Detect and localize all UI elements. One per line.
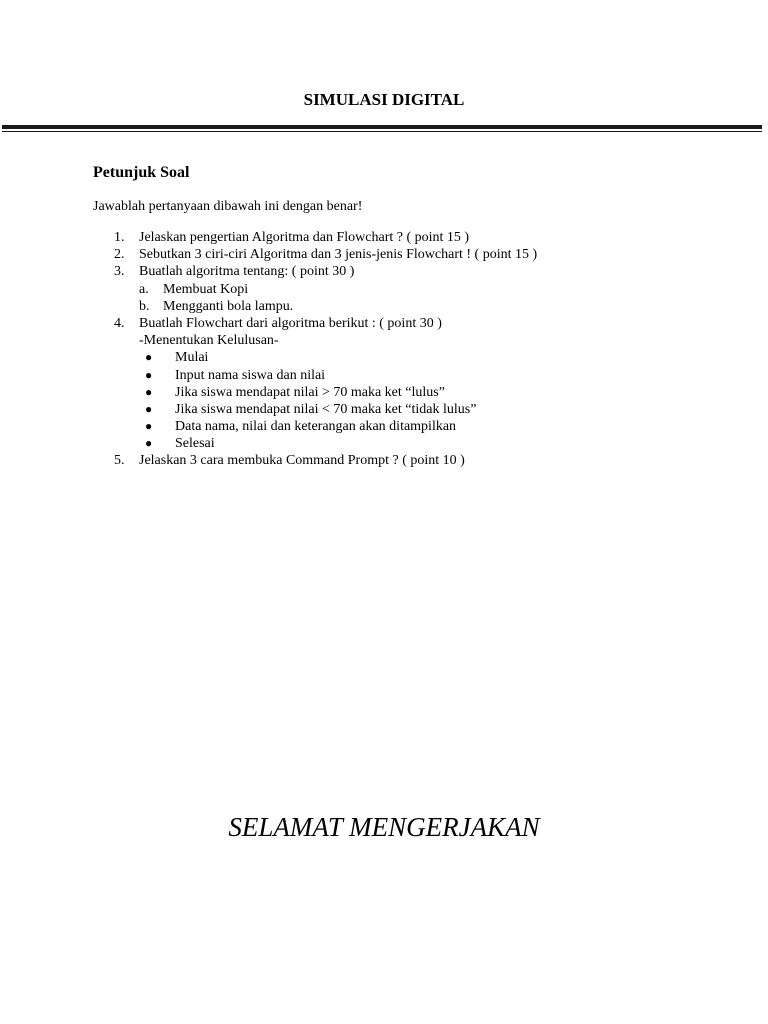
sub-item bbox=[93, 298, 713, 315]
title-divider-thin bbox=[2, 131, 762, 132]
bullet-icon: ● bbox=[145, 436, 153, 451]
bullet-item bbox=[93, 349, 713, 366]
closing-message: SELAMAT MENGERJAKAN bbox=[228, 812, 540, 842]
question-item-1 bbox=[93, 229, 713, 246]
document-title: SIMULASI DIGITAL bbox=[303, 90, 465, 109]
question-number: 1. bbox=[114, 230, 125, 245]
question-list bbox=[93, 229, 713, 470]
question-number: 5. bbox=[114, 453, 125, 469]
question-text: Jelaskan pengertian Algoritma dan Flowchart ? ( point 15 ) bbox=[139, 230, 470, 245]
question-number: 3. bbox=[114, 264, 125, 280]
bullet-item bbox=[93, 435, 713, 452]
sub-item-text: Mengganti bola lampu. bbox=[163, 298, 294, 314]
bullet-icon: ● bbox=[145, 401, 153, 416]
bullet-text: Selesai bbox=[175, 436, 215, 452]
question-subtitle-text: -Menentukan Kelulusan- bbox=[139, 333, 279, 349]
question-number: 2. bbox=[114, 247, 125, 263]
question-text: Buatlah Flowchart dari algoritma berikut : ( point 30 ) bbox=[139, 315, 442, 331]
bullet-item bbox=[93, 401, 713, 418]
question-text: Buatlah algoritma tentang: ( point 30 ) bbox=[139, 264, 355, 280]
question-item-2 bbox=[93, 246, 713, 263]
bullet-icon: ● bbox=[145, 384, 153, 399]
question-item-4 bbox=[93, 315, 713, 332]
question-text: Jelaskan 3 cara membuka Command Prompt ? ( point 10 ) bbox=[139, 453, 465, 469]
bullet-text: Input nama siswa dan nilai bbox=[175, 367, 326, 383]
question-subtitle bbox=[93, 332, 713, 349]
sub-item-letter: a. bbox=[139, 281, 149, 297]
bullet-text: Jika siswa mendapat nilai < 70 maka ket “tidak lulus” bbox=[175, 401, 477, 417]
bullet-text: Jika siswa mendapat nilai > 70 maka ket “lulus” bbox=[175, 384, 445, 400]
question-item-3 bbox=[93, 263, 713, 280]
question-item-5 bbox=[93, 452, 713, 469]
sub-item bbox=[93, 281, 713, 298]
sub-item-text: Membuat Kopi bbox=[163, 281, 249, 297]
bullet-text: Data nama, nilai dan keterangan akan ditampilkan bbox=[175, 419, 457, 435]
bullet-text: Mulai bbox=[175, 350, 209, 366]
title-divider-thick bbox=[2, 125, 762, 129]
bullet-icon: ● bbox=[145, 367, 153, 382]
bullet-item bbox=[93, 384, 713, 401]
instruction-text: Jawablah pertanyaan dibawah ini dengan benar! bbox=[93, 199, 363, 214]
section-heading: Petunjuk Soal bbox=[93, 164, 190, 181]
bullet-item bbox=[93, 418, 713, 435]
question-text: Sebutkan 3 ciri-ciri Algoritma dan 3 jenis-jenis Flowchart ! ( point 15 ) bbox=[139, 247, 538, 263]
sub-item-letter: b. bbox=[139, 298, 150, 314]
bullet-icon: ● bbox=[145, 350, 153, 365]
question-number: 4. bbox=[114, 315, 125, 331]
bullet-item bbox=[93, 367, 713, 384]
bullet-icon: ● bbox=[145, 419, 153, 434]
